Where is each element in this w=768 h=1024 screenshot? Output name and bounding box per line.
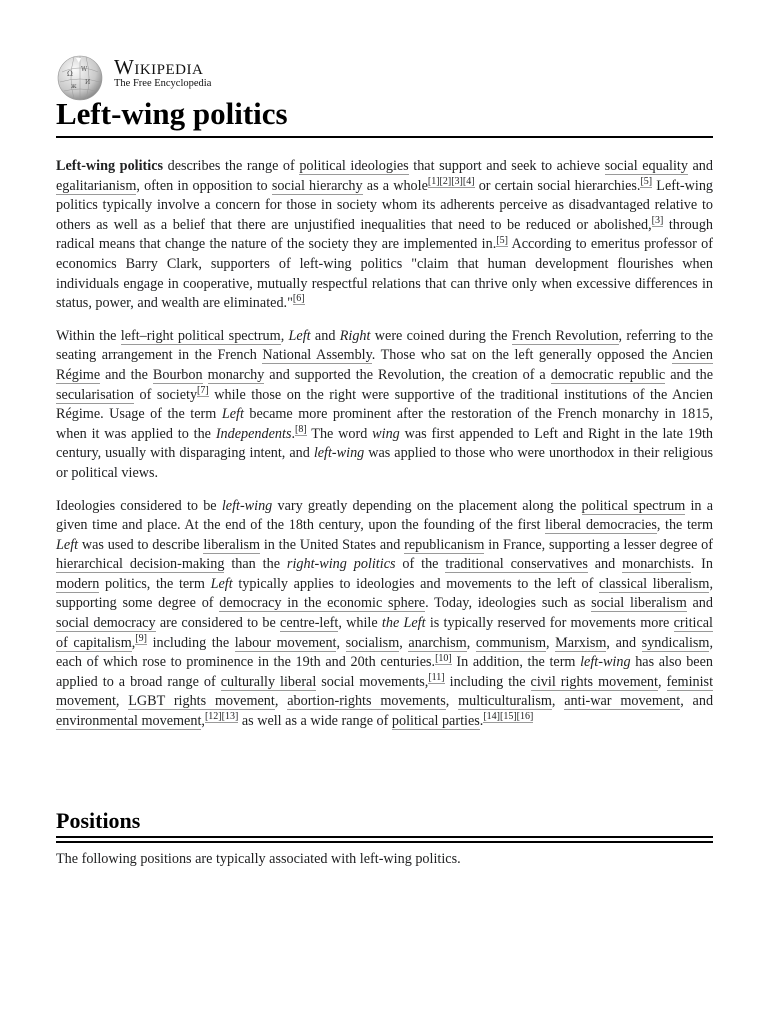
citation-3b[interactable]: [3]	[651, 215, 664, 227]
link-ancien-regime[interactable]: Ancien Régime	[56, 347, 713, 383]
link-egalitarianism[interactable]: egalitarianism	[56, 177, 137, 194]
section-intro: The following positions are typically associated with left-wing politics.	[56, 851, 461, 867]
citation-7[interactable]: [7]	[197, 384, 209, 396]
citation-15[interactable]: [15]	[500, 711, 517, 723]
text: became more prominent after the restoration of the French monarchy in 1815, when it was applied to the	[56, 406, 714, 442]
text: .	[291, 425, 296, 442]
svg-text:W: W	[81, 66, 88, 73]
svg-text:Ω: Ω	[67, 70, 73, 78]
text: and	[587, 556, 623, 573]
link-environmental-movement[interactable]: environmental movement	[56, 713, 202, 730]
emphasis: left-wing	[313, 445, 365, 462]
text: ,	[657, 673, 667, 690]
text: was used to describe	[78, 536, 204, 553]
link-political-parties[interactable]: political parties	[391, 713, 480, 730]
text: , supporting some degree of	[56, 575, 714, 612]
section-rule-bottom	[56, 841, 713, 843]
text: .	[479, 713, 484, 730]
link-lgbt-rights-movement[interactable]: LGBT rights movement	[128, 693, 275, 710]
paragraph-1	[56, 157, 713, 314]
text: ,	[466, 634, 476, 651]
emphasis: Right	[339, 327, 371, 344]
text: that support and seek to achieve	[408, 158, 605, 174]
text: through radical means that change the nature of the society they are implemented in.	[56, 216, 714, 253]
text: , the term	[656, 517, 713, 534]
link-syndicalism[interactable]: syndicalism	[641, 634, 710, 651]
text: The word	[306, 425, 373, 442]
citation-9[interactable]: [9]	[135, 632, 147, 644]
link-political-ideologies[interactable]: political ideologies	[299, 158, 409, 174]
link-traditional-conservatives[interactable]: traditional conservatives	[445, 556, 588, 573]
text: ,	[274, 693, 288, 710]
article-body	[56, 157, 713, 745]
link-labour-movement[interactable]: labour movement	[234, 634, 337, 651]
citation-3[interactable]: [3]	[451, 175, 463, 187]
link-social-hierarchy[interactable]: social hierarchy	[271, 177, 363, 194]
citation-4[interactable]: [4]	[462, 175, 475, 187]
text: Left-wing politics typically involve a concern for those in society whom its adherents perceive as disadvantaged relative to others as well as a belief that there are unjustified inequalities that need to be reduced or abolished,	[56, 177, 714, 233]
text: and	[310, 327, 340, 344]
text: or certain social hierarchies.	[474, 177, 641, 194]
citation-1[interactable]: [1]	[427, 175, 440, 187]
lead-term: Left-wing politics	[56, 158, 164, 174]
text: and the	[100, 366, 153, 383]
link-communism[interactable]: communism	[475, 634, 547, 651]
citation-12[interactable]: [12]	[204, 711, 222, 723]
svg-text:И: И	[85, 79, 91, 86]
text: ,	[336, 634, 346, 651]
link-centre-left[interactable]: centre-left	[280, 615, 339, 632]
link-monarchists[interactable]: monarchists	[622, 556, 691, 573]
text: are considered to be	[155, 615, 281, 632]
link-republicanism[interactable]: republicanism	[404, 536, 485, 553]
text	[203, 367, 208, 383]
emphasis: left-wing	[221, 497, 273, 514]
text: was applied to those who were unorthodox in their religious or political views.	[56, 445, 714, 481]
citation-8[interactable]: [8]	[295, 423, 307, 435]
text: ,	[131, 634, 136, 651]
text: including the	[444, 673, 531, 690]
text: According to emeritus professor of economics Barry Clark, supporters of left-wing politics "claim that human development flourishes when individuals engage in cooperative, mutually respectful relations that can thrive only when excessive differences in status, power, and wealth are eliminated."	[56, 236, 713, 312]
text: and supported the Revolution, the creation of a	[264, 366, 551, 383]
text: . In	[690, 556, 713, 573]
link-democratic-republic[interactable]: democratic republic	[550, 366, 666, 383]
text: in the United States and	[260, 536, 405, 553]
text: as well as a wide range of	[238, 713, 392, 730]
link-economic-democracy[interactable]: democracy in the economic sphere	[219, 595, 426, 612]
svg-text:ж: ж	[71, 83, 77, 90]
text: . Those who sat on the left generally opposed the	[371, 347, 673, 364]
text: ,	[201, 713, 205, 730]
text: social movements,	[316, 673, 429, 690]
text: while those on the right were supportive of the traditional institutions of the Ancien Régime. Usage of the term	[56, 386, 713, 423]
text: , often in opposition to	[136, 177, 272, 194]
citation-16[interactable]: [16]	[516, 711, 534, 723]
link-social-equality[interactable]: social equality	[604, 158, 688, 174]
text: including the	[146, 634, 235, 651]
text: ,	[546, 634, 556, 651]
text: . Today, ideologies such as	[425, 595, 592, 612]
text: Within the	[56, 327, 121, 344]
citation-6[interactable]: [6]	[292, 293, 305, 305]
text: and	[686, 595, 713, 612]
citation-5b[interactable]: [5]	[496, 234, 508, 246]
text: ,	[115, 693, 129, 710]
link-classical-liberalism[interactable]: classical liberalism	[599, 575, 710, 592]
text: ,	[551, 693, 565, 710]
link-hierarchical-decision-making[interactable]: hierarchical decision-making	[56, 556, 225, 573]
emphasis: Left	[210, 575, 233, 592]
text: than the	[224, 556, 287, 573]
text: was first appended to Left and Right in the late 19th century, usually with disparaging intent, and	[56, 425, 713, 462]
text: of society	[134, 386, 198, 403]
text: Ideologies considered to be	[56, 497, 222, 514]
text: In addition, the term	[451, 654, 581, 671]
text: is typically reserved for movements more	[425, 615, 674, 632]
text: of the	[395, 556, 446, 573]
section-heading-positions: Positions	[56, 808, 141, 833]
emphasis: right-wing politics	[286, 556, 396, 573]
wordmark-title: Wikipedia	[114, 55, 204, 79]
link-civil-rights-movement[interactable]: civil rights movement	[530, 673, 658, 690]
emphasis: Left	[56, 536, 79, 553]
text: ,	[445, 693, 459, 710]
link-french-revolution[interactable]: French Revolution	[511, 327, 619, 344]
text: and	[687, 158, 713, 174]
citation-13[interactable]: [13]	[221, 711, 239, 723]
link-socialism[interactable]: socialism	[345, 634, 400, 651]
link-national-assembly[interactable]: National Assembly	[262, 347, 372, 364]
link-anarchism[interactable]: anarchism	[408, 634, 467, 651]
section-rule-top	[56, 836, 713, 838]
emphasis: the Left	[381, 615, 426, 632]
paragraph-3	[56, 497, 713, 732]
text: typically applies to ideologies and movements to the left of	[232, 575, 600, 592]
wordmark[interactable]	[114, 56, 211, 90]
link-marxism[interactable]: Marxism	[555, 634, 607, 651]
text: in France, supporting a lesser degree of	[484, 536, 713, 553]
citation-11[interactable]: [11]	[428, 672, 445, 684]
text: , while	[338, 615, 382, 632]
text: and the	[665, 366, 713, 383]
page-title: Left-wing politics	[56, 92, 713, 138]
link-monarchy[interactable]: monarchy	[207, 366, 265, 383]
link-social-liberalism[interactable]: social liberalism	[591, 595, 687, 612]
emphasis: Left	[221, 406, 244, 423]
text: ,	[399, 634, 409, 651]
link-anti-war-movement[interactable]: anti-war movement	[564, 693, 681, 710]
link-multiculturalism[interactable]: multiculturalism	[458, 693, 552, 710]
link-secularisation[interactable]: secularisation	[56, 386, 135, 403]
link-political-spectrum[interactable]: political spectrum	[581, 497, 686, 514]
text: , and	[606, 634, 642, 651]
link-critical-of-capitalism[interactable]: critical of capitalism	[56, 615, 713, 651]
wordmark-tagline: The Free Encyclopedia	[114, 78, 212, 89]
text: as a whole	[362, 177, 428, 194]
link-liberal-democracies[interactable]: liberal democracies	[545, 517, 657, 534]
link-feminist-movement[interactable]: feminist movement	[56, 673, 714, 710]
text: , referring to the seating arrangement in the French	[56, 327, 714, 364]
link-modern[interactable]: modern	[56, 575, 100, 592]
text: vary greatly depending on the placement along the	[272, 497, 582, 514]
text: has also been applied to a broad range of	[56, 654, 713, 690]
link-left-right-spectrum[interactable]: left–right political spectrum	[120, 327, 281, 344]
link-liberalism[interactable]: liberalism	[203, 536, 261, 553]
link-bourbon[interactable]: Bourbon	[152, 366, 203, 383]
text: describes the range of	[163, 158, 300, 174]
text: in a given time and place. At the end of the 18th century, upon the founding of the first	[56, 497, 714, 534]
link-culturally-liberal[interactable]: culturally liberal	[220, 673, 317, 690]
emphasis: Independents	[215, 425, 292, 442]
citation-2[interactable]: [2]	[439, 175, 452, 187]
emphasis: wing	[372, 425, 400, 442]
text: ,	[280, 327, 289, 344]
citation-10[interactable]: [10]	[435, 652, 452, 664]
link-social-democracy[interactable]: social democracy	[56, 615, 156, 632]
text: were coined during the	[370, 327, 512, 344]
paragraph-2	[56, 327, 713, 484]
text: , and	[680, 693, 714, 710]
text: politics, the term	[99, 575, 211, 592]
text: , each of which rose to prominence in the 19th and 20th centuries.	[56, 634, 713, 671]
citation-14[interactable]: [14]	[483, 711, 500, 723]
emphasis: Left	[288, 327, 311, 344]
citation-5[interactable]: [5]	[640, 175, 653, 187]
link-abortion-rights-movements[interactable]: abortion-rights movements	[287, 693, 446, 710]
emphasis: left-wing	[580, 654, 631, 671]
